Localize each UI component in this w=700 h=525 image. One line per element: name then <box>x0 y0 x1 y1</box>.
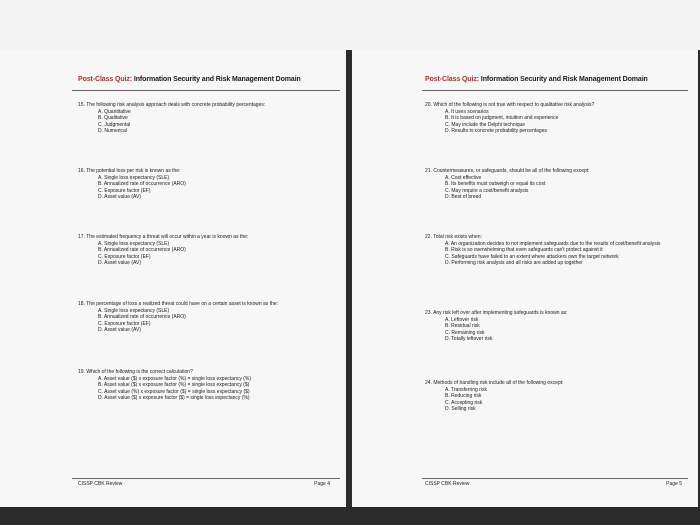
question-stem: 17. The estimated frequency a threat will occur within a year is known as the: <box>78 234 249 240</box>
answer-option: A. Leftover risk <box>445 316 479 323</box>
question-23 <box>425 310 690 343</box>
header-divider <box>72 90 340 91</box>
answer-option: B. Residual risk <box>445 323 480 330</box>
answer-option: B. Annualized rate of occurrence (ARO) <box>98 247 186 254</box>
question-16 <box>78 168 343 201</box>
question-20 <box>425 102 690 135</box>
answer-option: C. Exposure factor (EF) <box>98 320 151 327</box>
header-topic: Information Security and Risk Management Domain <box>480 76 648 83</box>
answer-option: A. Cost effective <box>445 174 482 181</box>
answer-option: A. Asset value ($) x exposure factor (%) = single loss expectancy (%) <box>98 375 251 382</box>
header-quiz-label: Post-Class Quiz: <box>78 76 133 83</box>
answer-option: D. Best of breed <box>445 194 482 201</box>
question-stem: 24. Methods of handling risk include all of the following except: <box>425 380 564 386</box>
answer-option: C. Exposure factor (EF) <box>98 253 151 260</box>
answer-option: A. Single loss expectancy (SLE) <box>98 174 170 181</box>
footer-title: CISSP CBK Review <box>78 481 123 487</box>
page-number: Page 4 <box>314 481 330 487</box>
question-19 <box>78 369 343 402</box>
page-header <box>425 76 648 83</box>
answer-option: A. Single loss expectancy (SLE) <box>98 307 170 314</box>
header-divider <box>422 90 688 91</box>
question-stem: 18. The percentage of loss a realized threat could have on a certain asset is known as the: <box>78 301 279 307</box>
question-stem: 19. Which of the following is the correct calculation? <box>78 369 193 375</box>
footer-title: CISSP CBK Review <box>425 481 470 487</box>
answer-option: C. Asset value (%) x exposure factor ($) = single loss expectancy ($) <box>98 388 250 395</box>
answer-option: A. Quantitative <box>98 108 131 115</box>
answer-option: C. Safeguards have failed to an extent where attackers own the target network <box>445 253 619 260</box>
page-header <box>78 76 301 83</box>
answer-option: A. It uses scenarios <box>445 108 489 115</box>
question-15 <box>78 102 343 135</box>
answer-option: B. Its benefits must outweigh or equal its cost <box>445 181 546 188</box>
question-stem: 21. Countermeasures, or safeguards, should be all of the following except: <box>425 168 590 174</box>
header-quiz-label: Post-Class Quiz: <box>425 76 480 83</box>
answer-option: A. Transferring risk <box>445 386 487 393</box>
top-bar <box>0 0 700 50</box>
right-page <box>352 50 698 507</box>
answer-option: B. Annualized rate of occurrence (ARO) <box>98 181 186 188</box>
answer-option: D. Numerical <box>98 128 127 135</box>
question-stem: 20. Which of the following is not true with respect to qualitative risk analysis? <box>425 102 595 108</box>
answer-option: A. Single loss expectancy (SLE) <box>98 240 170 247</box>
answer-option: B. Annualized rate of occurrence (ARO) <box>98 314 186 321</box>
question-21 <box>425 168 690 201</box>
answer-option: D. Selling risk <box>445 406 476 413</box>
answer-option: C. May include the Delphi technique <box>445 121 526 128</box>
answer-option: B. Risk is so overwhelming that even safeguards can't protect against it <box>445 247 603 254</box>
question-22 <box>425 234 690 267</box>
answer-option: C. Exposure factor (EF) <box>98 187 151 194</box>
answer-option: D. Totally leftover risk <box>445 336 493 343</box>
question-stem: 16. The potential loss per risk is known as the: <box>78 168 181 174</box>
answer-option: D. Asset value ($) x exposure factor ($) = single loss expectancy (%) <box>98 395 250 402</box>
page-number: Page 5 <box>666 481 682 487</box>
answer-option: D. Asset value (AV) <box>98 260 141 267</box>
answer-option: D. Results in concrete probability percentages <box>445 128 547 135</box>
footer-divider <box>72 478 340 479</box>
question-stem: 22. Total risk exists when: <box>425 234 482 240</box>
answer-option: B. Asset value ($) x exposure factor (%) = single loss expectancy ($) <box>98 382 250 389</box>
answer-option: C. Accepting risk <box>445 399 483 406</box>
answer-option: A. An organization decides to not implement safeguards due to the results of cost/benefit analysis <box>445 240 661 247</box>
answer-option: B. Qualitative <box>98 115 128 122</box>
header-topic: Information Security and Risk Management Domain <box>133 76 301 83</box>
answer-option: C. May require a cost/benefit analysis <box>445 187 529 194</box>
answer-option: B. Reducing risk <box>445 393 482 400</box>
answer-option: D. Asset value (AV) <box>98 327 141 334</box>
answer-option: D. Performing risk analysis and all risks are added up together <box>445 260 583 267</box>
question-18 <box>78 301 343 334</box>
left-page <box>0 50 346 507</box>
question-stem: 23. Any risk left over after implementing safeguards is known as: <box>425 310 568 316</box>
answer-option: C. Remaining risk <box>445 329 485 336</box>
answer-option: D. Asset value (AV) <box>98 194 141 201</box>
footer-divider <box>422 478 688 479</box>
question-24 <box>425 380 690 413</box>
question-17 <box>78 234 343 267</box>
answer-option: B. It is based on judgment, intuition and experience <box>445 115 559 122</box>
answer-option: C. Judgmental <box>98 121 131 128</box>
question-stem: 15. The following risk analysis approach deals with concrete probability percentages: <box>78 102 266 108</box>
